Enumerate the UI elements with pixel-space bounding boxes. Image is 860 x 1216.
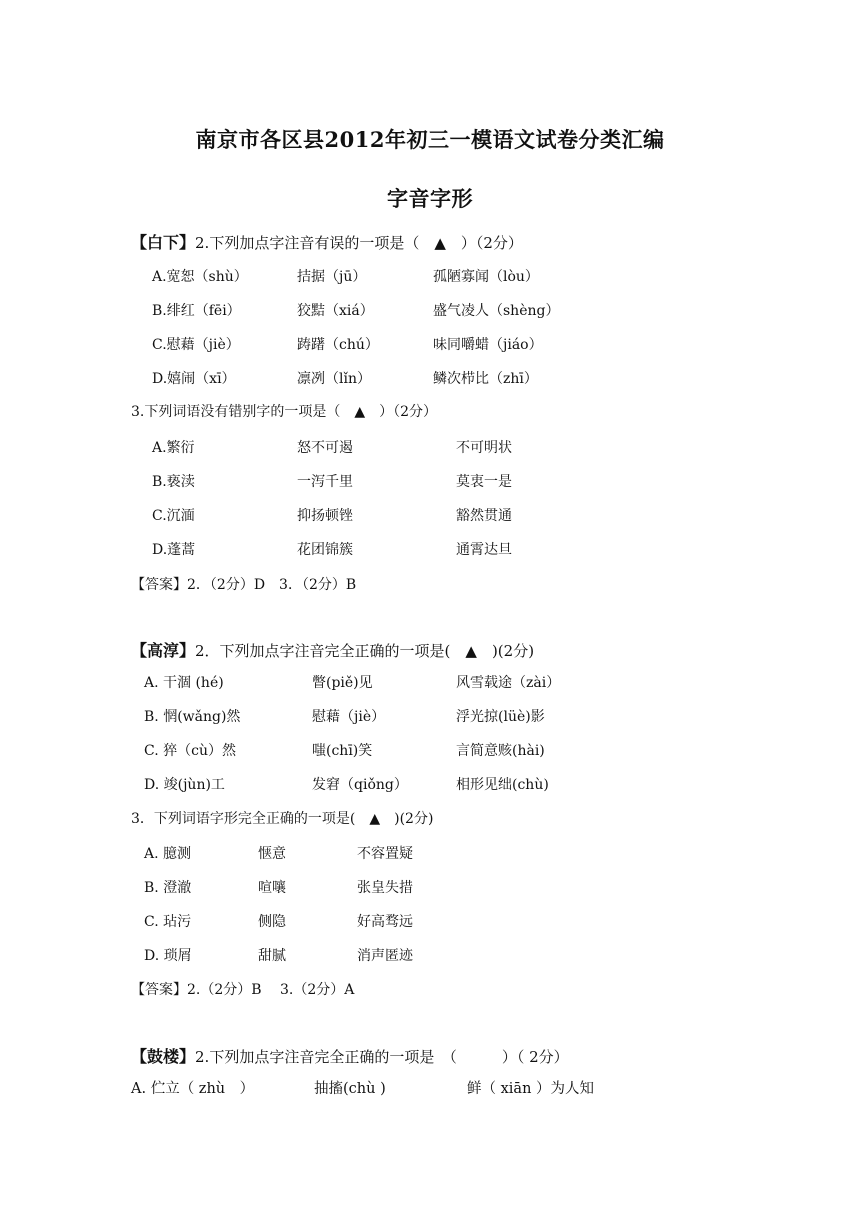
document-subtitle: 字音字形 <box>387 186 473 211</box>
option-cell: A. 伫立（ zhù ） <box>131 1081 255 1097</box>
option-cell: 鲜（ xiān ）为人知 <box>467 1081 595 1097</box>
option-cell: 鳞次栉比（zhī） <box>433 371 538 387</box>
option-cell: C.沉湎 <box>152 508 195 524</box>
option-cell: 怒不可遏 <box>297 440 353 456</box>
option-cell: 消声匿迹 <box>357 948 413 964</box>
answer-line: 【答案】2．（2分）D 3．（2分）B <box>131 577 357 593</box>
option-cell: 踌躇（chú） <box>297 337 379 353</box>
option-cell: 张皇失措 <box>357 880 413 896</box>
option-cell: D.蓬蒿 <box>152 542 196 558</box>
section-tag: 【白下】 <box>131 233 196 252</box>
option-cell: 抑扬顿锉 <box>297 508 353 524</box>
document-title: 南京市各区县2012年初三一模语文试卷分类汇编 <box>195 127 665 152</box>
question-text: 2.下列加点字注音有误的一项是（ ▲ ）（2分） <box>195 234 523 252</box>
option-cell: 花团锦簇 <box>297 542 353 558</box>
option-cell: 慰藉（jiè） <box>312 709 386 725</box>
option-cell: C. 玷污 <box>144 914 192 930</box>
question-text: 2．下列加点字注音完全正确的一项是( ▲ )(2分) <box>195 642 535 660</box>
option-cell: A.宽恕（shù） <box>152 269 248 285</box>
option-cell: 不容置疑 <box>357 846 413 862</box>
option-cell: 喧嚷 <box>258 880 286 896</box>
option-cell: A. 臆测 <box>144 846 192 862</box>
section-gulou-q2 <box>131 1047 569 1067</box>
option-cell: 相形见绌(chù) <box>456 777 549 793</box>
option-cell: D.嬉闹（xī） <box>152 371 236 387</box>
option-cell: 豁然贯通 <box>456 508 512 524</box>
option-cell: B. 澄澈 <box>144 880 192 896</box>
option-cell: 盛气凌人（shèng） <box>433 303 560 319</box>
section-gaochun-q3: 3．下列词语字形完全正确的一项是( ▲ )(2分) <box>131 811 434 827</box>
option-cell: C. 猝（cù）然 <box>144 743 236 759</box>
option-cell: 嗤(chī)笑 <box>312 743 373 759</box>
option-cell: 甜腻 <box>258 948 286 964</box>
option-cell: 好高骛远 <box>357 914 413 930</box>
option-cell: B.亵渎 <box>152 474 195 490</box>
option-cell: 孤陋寡闻（lòu） <box>433 269 539 285</box>
option-cell: 抽搐(chù ) <box>314 1081 386 1097</box>
option-cell: B.绯红（fēi） <box>152 303 241 319</box>
option-cell: A.繁衍 <box>152 440 195 456</box>
section-baixia-q2 <box>131 233 523 253</box>
option-cell: 通霄达旦 <box>456 542 512 558</box>
option-cell: 瞥(piě)见 <box>312 675 373 691</box>
option-cell: 惬意 <box>258 846 286 862</box>
option-cell: D. 竣(jùn)工 <box>144 777 225 793</box>
option-cell: 莫衷一是 <box>456 474 512 490</box>
option-cell: 味同嚼蜡（jiáo） <box>433 337 543 353</box>
option-cell: 一泻千里 <box>297 474 353 490</box>
option-cell: 凛冽（lǐn） <box>297 371 371 387</box>
option-cell: D. 琐屑 <box>144 948 192 964</box>
option-cell: B. 惘(wǎng)然 <box>144 709 241 725</box>
option-cell: C.慰藉（jiè） <box>152 337 240 353</box>
section-tag: 【高淳】 <box>131 641 196 660</box>
option-cell: 发窘（qiǒng） <box>312 777 408 793</box>
option-cell: 浮光掠(lüè)影 <box>456 709 545 725</box>
option-cell: 拮据（jū） <box>297 269 367 285</box>
section-tag: 【鼓楼】 <box>131 1047 196 1066</box>
question-text: 2.下列加点字注音完全正确的一项是 （ ）（ 2分） <box>195 1048 569 1066</box>
option-cell: A. 干涸 (hé) <box>144 675 224 691</box>
section-baixia-q3: 3.下列词语没有错别字的一项是（ ▲ ）（2分） <box>131 404 438 420</box>
option-cell: 言简意赅(hài) <box>456 743 545 759</box>
section-gaochun-q2 <box>131 641 534 661</box>
answer-line: 【答案】2.（2分）B 3.（2分）A <box>131 982 355 998</box>
option-cell: 侧隐 <box>258 914 286 930</box>
option-cell: 风雪载途（zài） <box>456 675 561 691</box>
option-cell: 狡黠（xiá） <box>297 303 374 319</box>
option-cell: 不可明状 <box>456 440 512 456</box>
